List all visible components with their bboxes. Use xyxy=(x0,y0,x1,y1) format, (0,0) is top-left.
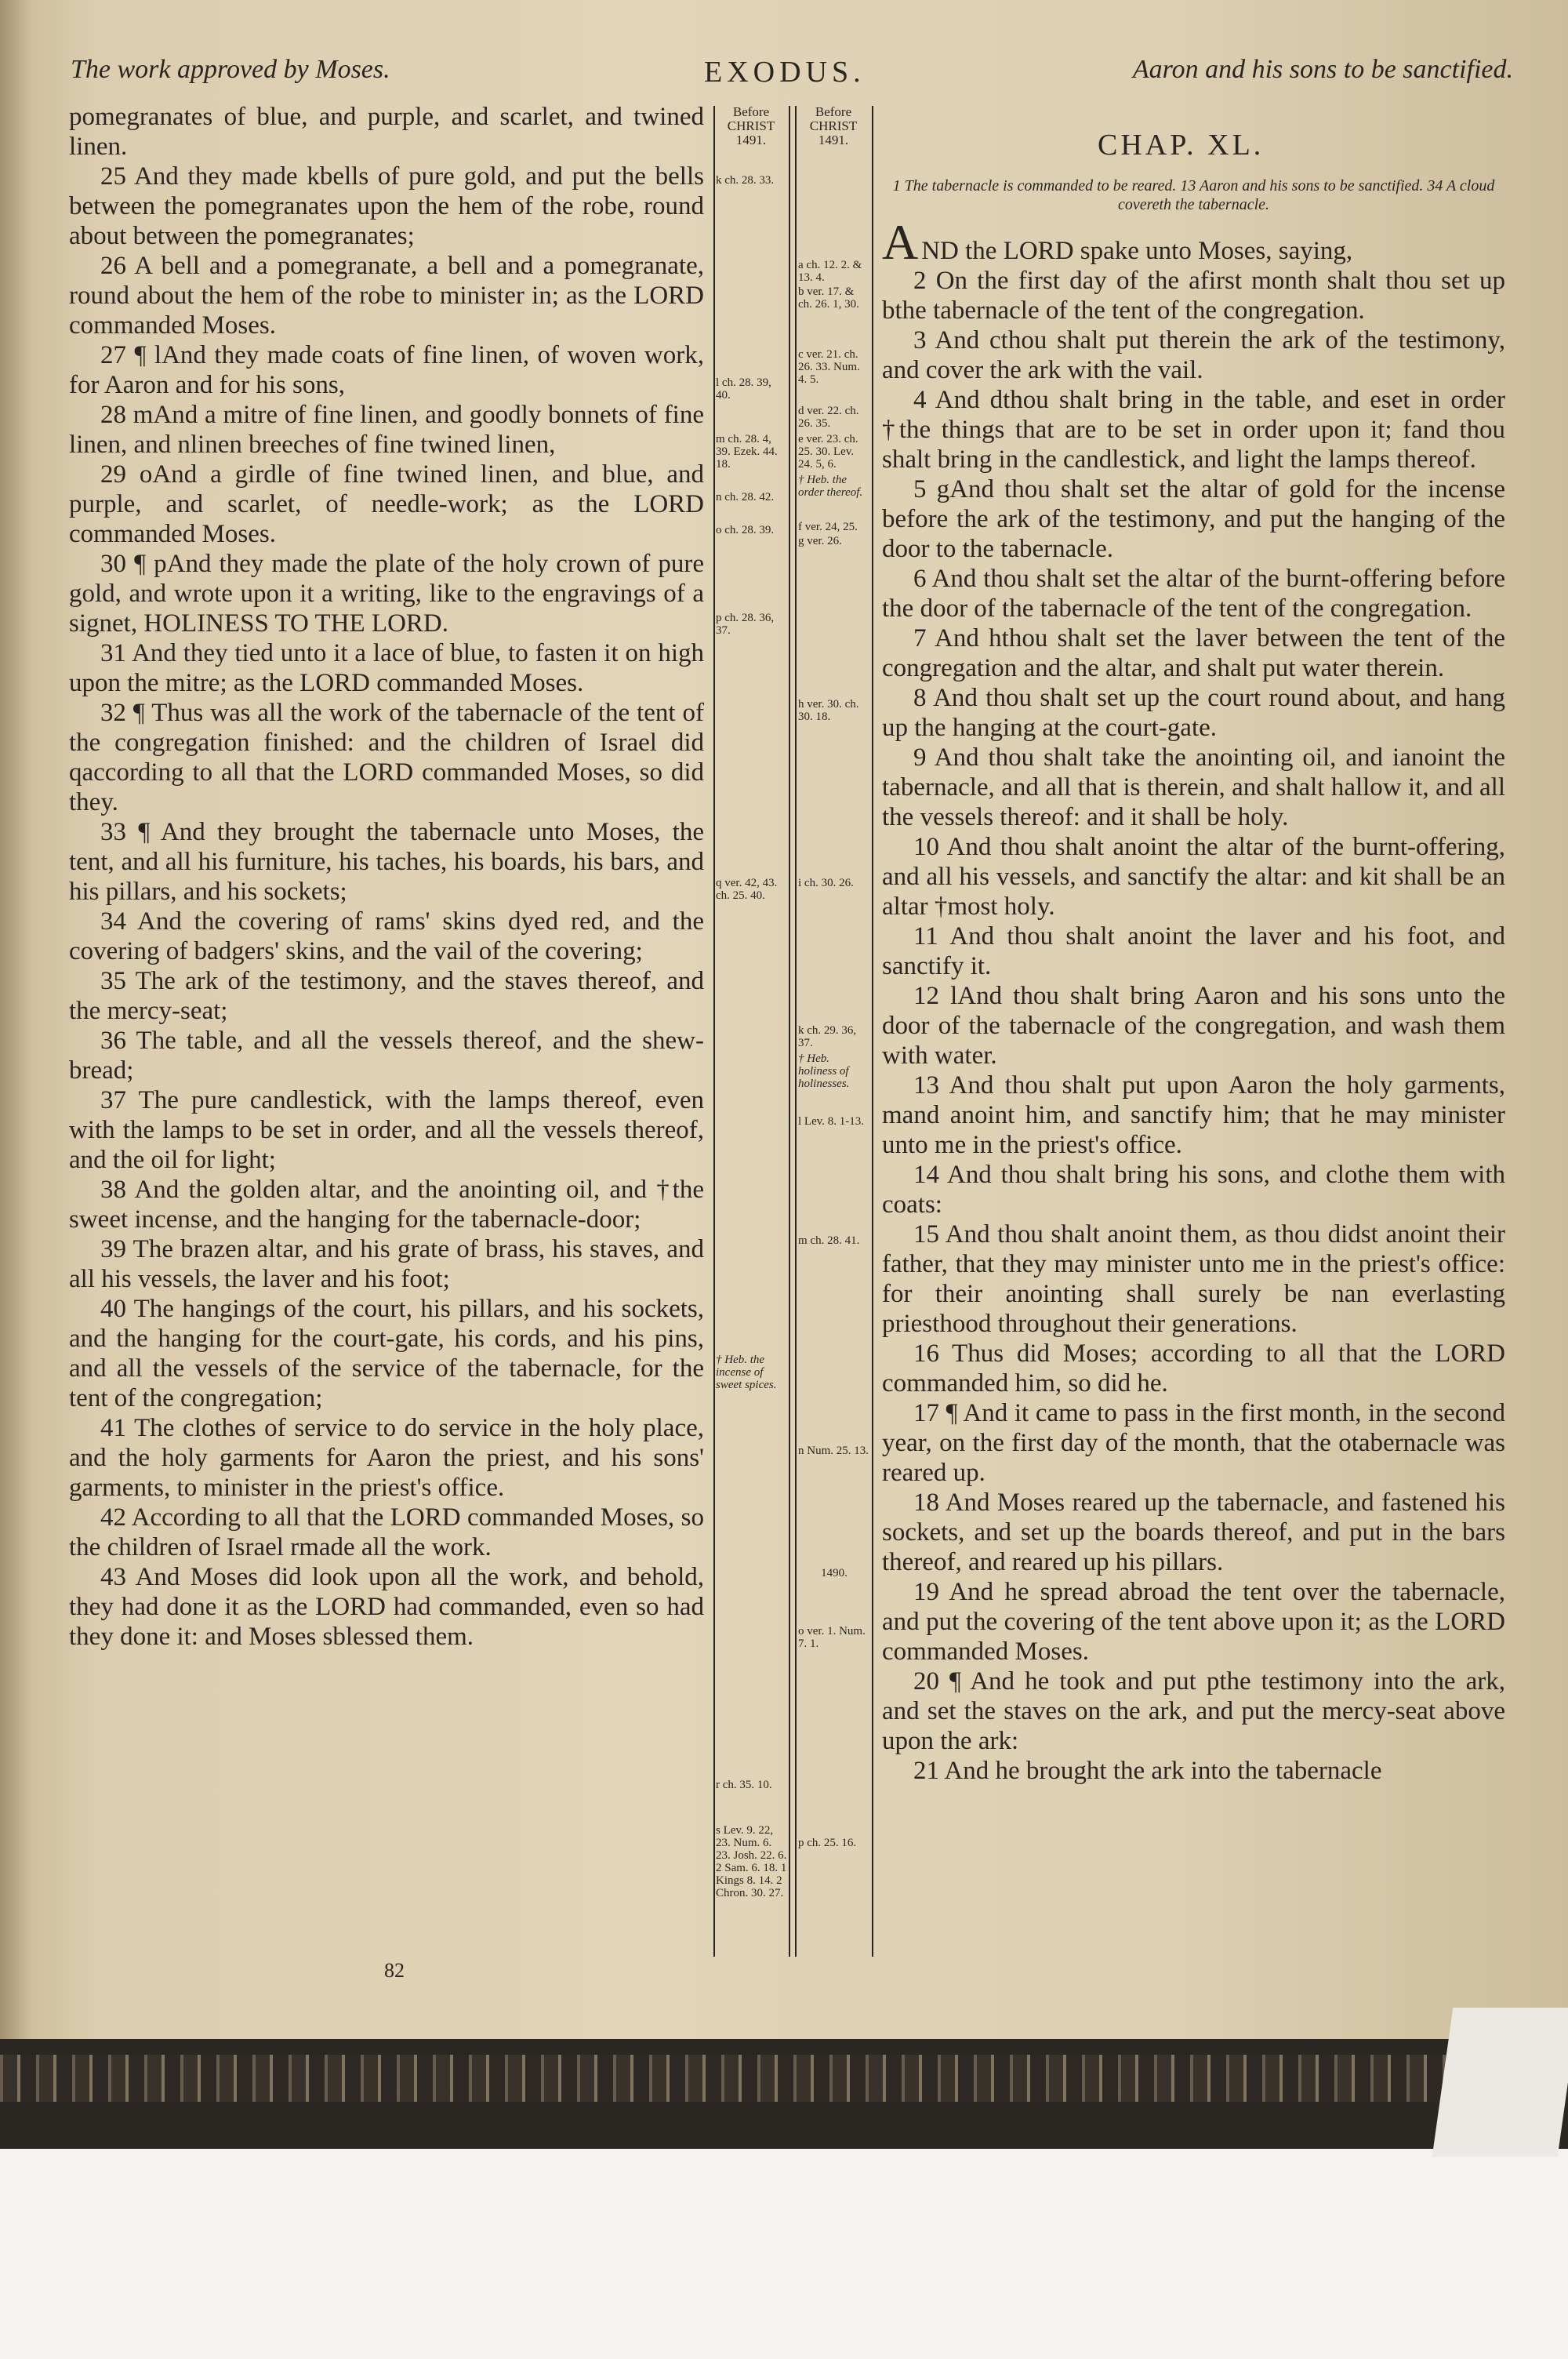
margin-rule xyxy=(789,106,790,1957)
margin-note: d ver. 22. ch. 26. 35. xyxy=(798,405,859,430)
verse: 38 And the golden altar, and the anointing oil, and †the sweet incense, and the hanging for the tabernacle-door; xyxy=(69,1176,704,1234)
margin-note: r ch. 35. 10. xyxy=(716,1779,772,1791)
verse: 16 Thus did Moses; according to all that the LORD commanded him, so did he. xyxy=(882,1339,1505,1398)
verse: 19 And he spread abroad the tent over the tabernacle, and put the covering of the tent above upon it; as the LORD commanded Moses. xyxy=(882,1578,1505,1666)
verse: 39 The brazen altar, and his grate of brass, his staves, and all his vessels, the laver and his foot; xyxy=(69,1235,704,1293)
verse: 14 And thou shalt bring his sons, and clothe them with coats: xyxy=(882,1161,1505,1219)
margin-note: p ch. 28. 36, 37. xyxy=(716,612,775,637)
binding-ornament xyxy=(0,2055,1505,2102)
drop-cap: A xyxy=(882,214,919,270)
margin-date-header: Before CHRIST 1491. xyxy=(809,104,858,147)
verse: 35 The ark of the testimony, and the staves thereof, and the mercy-seat; xyxy=(69,967,704,1025)
margin-note: k ch. 29. 36, 37. xyxy=(798,1024,857,1049)
verse: 30 ¶ pAnd they made the plate of the holy crown of pure gold, and wrote upon it a writing, like to the engravings of a signet, HOLINESS TO THE LORD. xyxy=(69,550,704,638)
verse: 28 mAnd a mitre of fine linen, and goodly bonnets of fine linen, and nlinen breeches of fine twined linen, xyxy=(69,401,704,459)
running-head-left: The work approved by Moses. xyxy=(71,55,390,84)
margin-note: † Heb. the incense of sweet spices. xyxy=(716,1354,777,1391)
margin-note: n ch. 28. 42. xyxy=(716,491,775,503)
right-text-column xyxy=(882,214,1505,1786)
margin-note: o ver. 1. Num. 7. 1. xyxy=(798,1625,866,1650)
margin-note: l Lev. 8. 1-13. xyxy=(798,1115,865,1128)
margin-note: n Num. 25. 13. xyxy=(798,1445,869,1457)
verse: 9 And thou shalt take the anointing oil, and ianoint the tabernacle, and all that is therein, and shalt hallow it, and all the vessels thereof: and it shall be holy. xyxy=(882,743,1505,831)
verse: 41 The clothes of service to do service in the holy place, and the holy garments for Aaron the priest, and his sons' garments, to minister in the priest's office. xyxy=(69,1414,704,1502)
margin-note: m ch. 28. 41. xyxy=(798,1234,860,1247)
verse: 36 The table, and all the vessels thereof, and the shew-bread; xyxy=(69,1027,704,1085)
verse: 11 And thou shalt anoint the laver and his foot, and sanctify it. xyxy=(882,922,1505,980)
verse: 20 ¶ And he took and put pthe testimony into the ark, and set the staves on the ark, and put the mercy-seat above upon the ark: xyxy=(882,1667,1505,1755)
margin-note: a ch. 12. 2. & 13. 4. xyxy=(798,259,862,284)
verse xyxy=(882,214,1505,270)
verse: 13 And thou shalt put upon Aaron the holy garments, mand anoint him, and sanctify him; that he may minister unto me in the priest's office. xyxy=(882,1071,1505,1159)
verse: 8 And thou shalt set up the court round about, and hang up the hanging at the court-gate. xyxy=(882,684,1505,742)
margin-note: l ch. 28. 39, 40. xyxy=(716,376,771,402)
margin-note: † Heb. the order thereof. xyxy=(798,474,863,499)
running-head-book: EXODUS. xyxy=(704,56,866,89)
margin-note: p ch. 25. 16. xyxy=(798,1837,857,1849)
background-surface xyxy=(1432,2008,1568,2157)
verse: pomegranates of blue, and purple, and scarlet, and twined linen. xyxy=(69,103,704,161)
verse: 21 And he brought the ark into the tabernacle xyxy=(913,1757,1382,1785)
verse: 15 And thou shalt anoint them, as thou didst anoint their father, that they may minister unto me in the priest's office: for their anointing shall surely be nan everlasting priesthood throughout their generations. xyxy=(882,1220,1505,1338)
margin-note: f ver. 24, 25. xyxy=(798,521,858,533)
verse: 5 gAnd thou shalt set the altar of gold for the incense before the ark of the testimony, and put the hanging of the door to the tabernacle. xyxy=(882,475,1505,563)
verse: 10 And thou shalt anoint the altar of the burnt-offering, and all his vessels, and sanctify the altar: and kit shall be an altar †most holy. xyxy=(882,833,1505,921)
verse: 42 According to all that the LORD commanded Moses, so the children of Israel rmade all the work. xyxy=(69,1503,704,1561)
margin-rule xyxy=(795,106,797,1957)
margin-note: b ver. 17. & ch. 26. 1, 30. xyxy=(798,285,859,311)
verse: 32 ¶ Thus was all the work of the tabernacle of the tent of the congregation finished: and the children of Israel did qaccording to all that the LORD commanded Moses, so did they. xyxy=(69,699,704,816)
verse: 12 lAnd thou shalt bring Aaron and his sons unto the door of the tabernacle of the congregation, and wash them with water. xyxy=(882,982,1505,1070)
page-gutter-shadow xyxy=(0,0,31,2039)
margin-note: o ch. 28. 39. xyxy=(716,524,775,536)
verse: 7 And hthou shalt set the laver between the tent of the congregation and the altar, and shalt put water therein. xyxy=(882,624,1505,682)
verse: 29 oAnd a girdle of fine twined linen, and blue, and purple, and scarlet, of needle-work; as the LORD commanded Moses. xyxy=(69,460,704,548)
chapter-title: CHAP. XL. xyxy=(1098,129,1265,162)
verse: 2 On the first day of the afirst month shalt thou set up bthe tabernacle of the tent of the congregation. xyxy=(882,267,1505,325)
verse: 34 And the covering of rams' skins dyed red, and the covering of badgers' skins, and the vail of the covering; xyxy=(69,907,704,965)
chapter-summary: 1 The tabernacle is commanded to be reared. 13 Aaron and his sons to be sanctified. 34 A cloud covereth the tabernacle. xyxy=(892,177,1495,213)
margin-note: q ver. 42, 43. ch. 25. 40. xyxy=(716,877,778,902)
margin-note: c ver. 21. ch. 26. 33. Num. 4. 5. xyxy=(798,348,860,386)
verse-text: ND the LORD spake unto Moses, saying, xyxy=(921,237,1353,265)
margin-note: e ver. 23. ch. 25. 30. Lev. 24. 5, 6. xyxy=(798,433,858,471)
verse: 18 And Moses reared up the tabernacle, and fastened his sockets, and set up the boards thereof, and put in the bars thereof, and reared up his pillars. xyxy=(882,1488,1505,1576)
margin-note: h ver. 30. ch. 30. 18. xyxy=(798,698,859,723)
margin-note: s Lev. 9. 22, 23. Num. 6. 23. Josh. 22. 6. 2 Sam. 6. 18. 1 Kings 8. 14. 2 Chron. 30. 27. xyxy=(716,1824,787,1899)
margin-rule xyxy=(872,106,873,1957)
verse: 17 ¶ And it came to pass in the first month, in the second year, on the first day of the month, that the otabernacle was reared up. xyxy=(882,1399,1505,1487)
verse: 33 ¶ And they brought the tabernacle unto Moses, the tent, and all his furniture, his taches, his boards, his bars, and his pillars, and his sockets; xyxy=(69,818,704,906)
page-number: 82 xyxy=(384,1959,405,1982)
margin-note: m ch. 28. 4, 39. Ezek. 44. 18. xyxy=(716,433,778,471)
verse: 26 A bell and a pomegranate, a bell and a pomegranate, round about the hem of the robe to minister in; as the LORD commanded Moses. xyxy=(69,252,704,340)
verse: 31 And they tied unto it a lace of blue, to fasten it on high upon the mitre; as the LORD commanded Moses. xyxy=(69,639,704,697)
margin-note: g ver. 26. xyxy=(798,535,842,547)
verse: 25 And they made kbells of pure gold, and put the bells between the pomegranates upon the hem of the robe, round about between the pomegranates; xyxy=(69,162,704,250)
margin-rule xyxy=(713,106,715,1957)
verse: 40 The hangings of the court, his pillars, and his sockets, and the hanging for the court-gate, his cords, and his pins, and all the vessels of the service of the tabernacle, for the tent of the congregation; xyxy=(69,1295,704,1412)
verse: 27 ¶ lAnd they made coats of fine linen, of woven work, for Aaron and for his sons, xyxy=(69,341,704,399)
margin-note: 1490. xyxy=(821,1567,848,1579)
verse: 6 And thou shalt set the altar of the burnt-offering before the door of the tabernacle of the tent of the congregation. xyxy=(882,565,1505,623)
verse: 3 And cthou shalt put therein the ark of the testimony, and cover the ark with the vail. xyxy=(882,326,1505,384)
verse: 37 The pure candlestick, with the lamps thereof, even with the lamps to be set in order, and all the vessels thereof, and the oil for light; xyxy=(69,1086,704,1174)
margin-date-header: Before CHRIST 1491. xyxy=(727,104,775,147)
margin-note: i ch. 30. 26. xyxy=(798,877,854,889)
running-head-right: Aaron and his sons to be sanctified. xyxy=(1132,55,1513,84)
margin-note: † Heb. holiness of holinesses. xyxy=(798,1052,850,1090)
margin-note: k ch. 28. 33. xyxy=(716,174,775,187)
left-text-column xyxy=(69,102,704,1652)
verse: 4 And dthou shalt bring in the table, and eset in order †the things that are to be set in order upon it; fand thou shalt bring in the candlestick, and light the lamps thereof. xyxy=(882,386,1505,474)
verse: 43 And Moses did look upon all the work, and behold, they had done it as the LORD had commanded, even so had they done it: and Moses sblessed them. xyxy=(69,1563,704,1651)
